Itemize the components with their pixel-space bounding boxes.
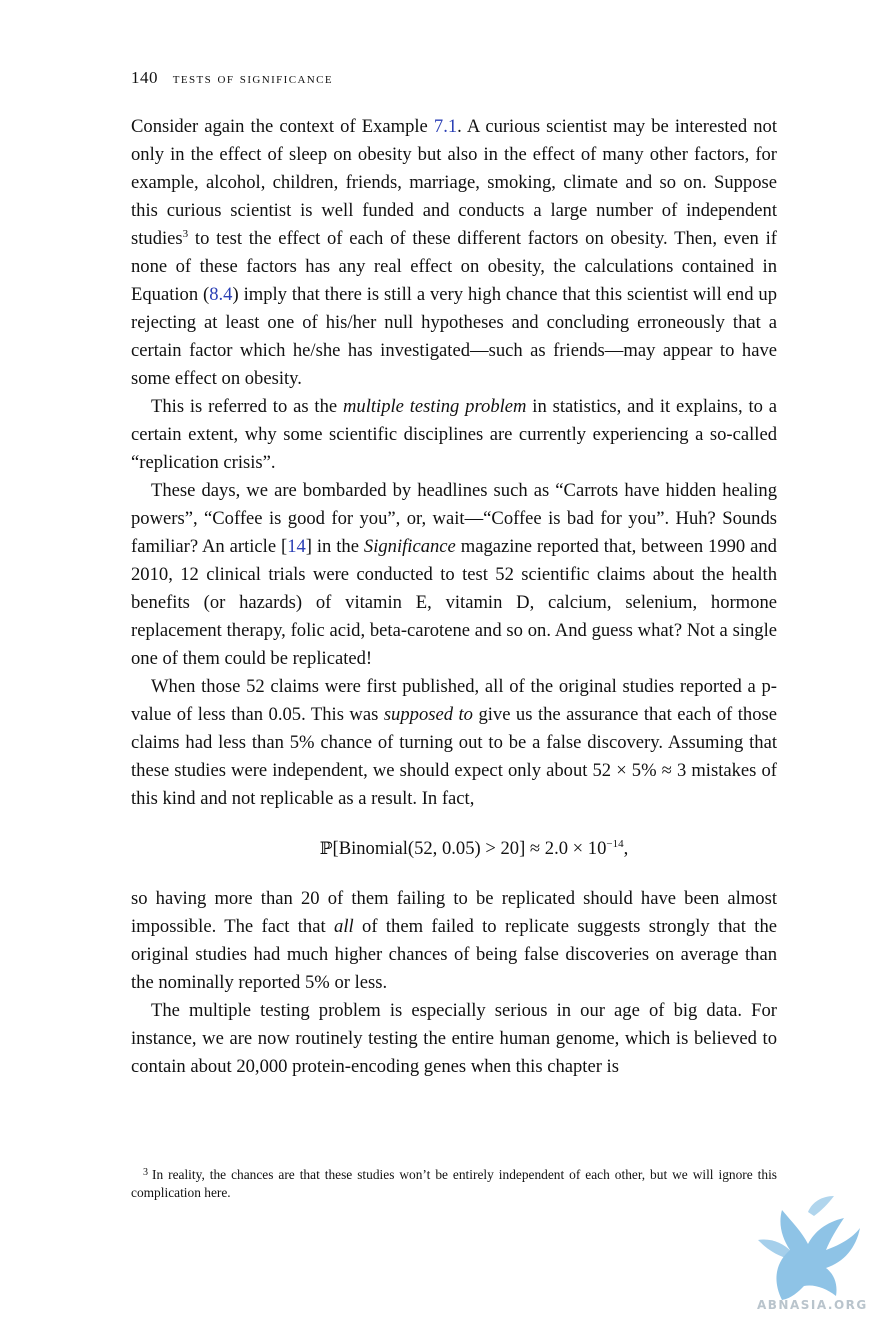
paragraph-3: These days, we are bombarded by headlines such as “Carrots have hidden healing powers”, “Coffee is good for you”, or, wait—“Coffee is bad for you”. Huh? Sounds familiar? An article [14] in the Significance magazine reported that, between 1990 and 2010, 12 clinical trials were conducted to test 52 scientific claims about the health benefits (or hazards) of vitamin E, vitamin D, calcium, selenium, hormone replacement therapy, folic acid, beta-carotene and so on. And guess what? Not a single one of them could be replicated! bbox=[131, 480, 777, 669]
citation-link[interactable]: 14 bbox=[287, 536, 306, 557]
footnote-text: In reality, the chances are that these studies won’t be entirely independent of each other, but we will ignore this complication here. bbox=[131, 1167, 777, 1200]
display-equation: ℙ[Binomial(52, $0.05) > 20] \approx 2.0 \times 10^{-14}$, bbox=[319, 838, 629, 859]
griffin-logo-icon bbox=[752, 1192, 862, 1302]
watermark-text: ABNASIA.ORG bbox=[757, 1298, 868, 1312]
paragraph-6: The multiple testing problem is especially serious in our age of big data. For instance, we are now routinely testing the entire human genome, which is believed to contain about 20,000 protein-encoding genes when this chapter is bbox=[131, 1000, 777, 1077]
paragraph-1: Consider again the context of Example 7.1. A curious scientist may be interested not only in the effect of sleep on obesity but also in the effect of many other factors, for example, alcohol, children, friends, marriage, smoking, climate and so on. Suppose this curious scientist is well funded and conducts a large number of independent studies$^3$ to test the effect of each of these different factors on obesity. Then, even if none of these factors has any real effect on obesity, the calculations contained in Equation (8.4) imply that there is still a very high chance that this scientist will end up rejecting at least one of his/her null hypotheses and concluding erroneously that a certain factor which he/she has investigated—such as friends—may appear to have some effect on obesity. bbox=[131, 116, 777, 389]
body-text bbox=[131, 113, 777, 1081]
equation-ref-link[interactable]: 8.4 bbox=[209, 284, 233, 305]
example-ref-link[interactable]: 7.1 bbox=[433, 116, 458, 137]
footnote-marker[interactable]: 3 bbox=[182, 228, 189, 240]
running-header bbox=[131, 68, 333, 88]
running-title: tests of significance bbox=[172, 70, 333, 87]
paragraph-5: so having more than 20 of them failing to be replicated should have been almost impossible. The fact that all of them failed to replicate suggests strongly that the original studies had much higher chances of being false discoveries on average than the nominally reported 5% or less. bbox=[131, 888, 777, 993]
footnote-number: 3 bbox=[143, 1167, 148, 1178]
page-number: 140 bbox=[131, 68, 158, 87]
paragraph-2: This is referred to as the multiple testing problem in statistics, and it explains, to a certain extent, why some scientific disciplines are currently experiencing a so-called “replication crisis”. bbox=[131, 396, 777, 473]
footnote bbox=[131, 1166, 777, 1202]
paragraph-4: When those 52 claims were first published, all of the original studies reported a p-value of less than 0.05. This was supposed to give us the assurance that each of those claims had less than 5% chance of turning out to be a false discovery. Assuming that these studies were independent, we should expect only about 52 × 5% ≈ 3 mistakes of this kind and not replicable as a result. In fact, bbox=[131, 676, 777, 809]
